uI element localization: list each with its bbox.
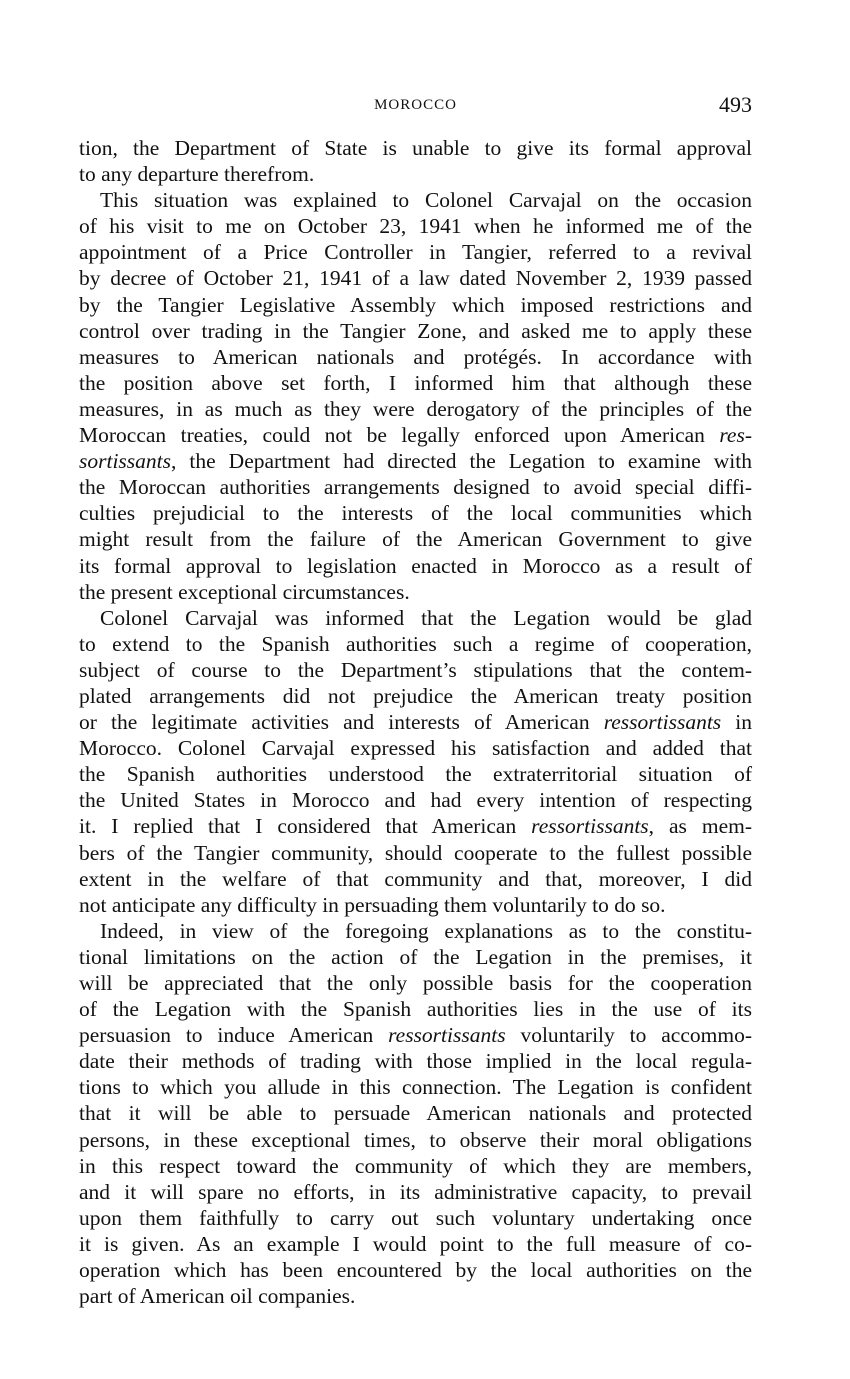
text-line bbox=[79, 1074, 752, 1100]
text-run: tion, the Department of State is unable to give its formal approval bbox=[79, 136, 752, 160]
italic-term: ressortissants bbox=[388, 1023, 506, 1048]
text-line bbox=[79, 1022, 752, 1048]
text-run: the position above set forth, I informed him that although these bbox=[79, 370, 752, 395]
text-run: upon them faithfully to carry out such voluntary undertaking once bbox=[79, 1205, 752, 1230]
text-run: in bbox=[721, 710, 752, 735]
text-run: measures, in as much as they were derogatory of the principles of the bbox=[79, 396, 752, 421]
text-run: culties prejudicial to the interests of the local communities which bbox=[79, 501, 752, 526]
text-line bbox=[79, 761, 752, 787]
text-run: date their methods of trading with those implied in the local regula- bbox=[79, 1049, 752, 1074]
text-line bbox=[79, 918, 752, 944]
italic-term: ressortissants bbox=[603, 710, 722, 735]
text-run: , the Department had directed the Legation to examine with bbox=[171, 449, 752, 474]
text-line bbox=[79, 553, 752, 579]
text-line bbox=[79, 239, 752, 265]
text-line bbox=[79, 1100, 752, 1126]
text-line bbox=[79, 709, 752, 735]
text-run: to any departure therefrom. bbox=[79, 162, 315, 187]
text-line bbox=[79, 161, 752, 187]
text-run: of his visit to me on October 23, 1941 when he informed me of the bbox=[79, 214, 752, 239]
text-line bbox=[79, 213, 752, 239]
text-run: extent in the welfare of that community and that, moreover, I did bbox=[79, 866, 752, 891]
text-line bbox=[79, 1048, 752, 1074]
text-run: might result from the failure of the American Government to give bbox=[79, 527, 752, 552]
text-run: plated arrangements did not prejudice the American treaty position bbox=[79, 683, 752, 708]
text-run: and it will spare no efforts, in its administrative capacity, to prevail bbox=[79, 1179, 752, 1204]
text-run: Moroccan treaties, could not be legally enforced upon American bbox=[79, 423, 720, 448]
body-text bbox=[79, 135, 752, 1309]
text-run: not anticipate any difficulty in persuading them voluntarily to do so. bbox=[79, 892, 666, 917]
text-run: the United States in Morocco and had every intention of respecting bbox=[79, 788, 752, 813]
page-header bbox=[79, 92, 752, 122]
text-run: tional limitations on the action of the Legation in the premises, it bbox=[79, 944, 752, 969]
text-line bbox=[79, 787, 752, 813]
text-run: of the Legation with the Spanish authorities lies in the use of its bbox=[79, 997, 752, 1022]
text-run: subject of course to the Department’s stipulations that the contem- bbox=[79, 657, 752, 682]
text-run: control over trading in the Tangier Zone, and asked me to apply these bbox=[79, 318, 752, 343]
text-line bbox=[79, 448, 752, 474]
text-run: to extend to the Spanish authorities such a regime of cooperation, bbox=[79, 631, 752, 656]
text-line bbox=[79, 683, 752, 709]
text-line bbox=[79, 970, 752, 996]
text-run: the Spanish authorities understood the extraterritorial situation of bbox=[79, 762, 752, 787]
text-run: Indeed, in view of the foregoing explanations as to the constitu- bbox=[100, 918, 752, 943]
text-run: by the Tangier Legislative Assembly which imposed restrictions and bbox=[79, 292, 752, 317]
text-run: appointment of a Price Controller in Tangier, referred to a revival bbox=[79, 240, 752, 265]
text-run: the present exceptional circumstances. bbox=[79, 579, 410, 604]
text-run: it. I replied that I considered that American bbox=[79, 814, 532, 839]
text-run: persuasion to induce American bbox=[79, 1023, 389, 1048]
text-run: voluntarily to accommo- bbox=[505, 1023, 752, 1048]
text-line bbox=[79, 422, 752, 448]
text-line bbox=[79, 526, 752, 552]
paragraph bbox=[79, 187, 752, 605]
text-run: bers of the Tangier community, should cooperate to the fullest possible bbox=[79, 840, 752, 865]
italic-term: ressortissants bbox=[531, 814, 649, 839]
text-run: will be appreciated that the only possible basis for the cooperation bbox=[79, 971, 752, 995]
text-line bbox=[79, 1257, 752, 1283]
text-line bbox=[79, 474, 752, 500]
text-line bbox=[79, 344, 752, 370]
paragraph bbox=[79, 605, 752, 918]
text-line bbox=[79, 1153, 752, 1179]
text-run: it is given. As an example I would point to the full measure of co- bbox=[79, 1231, 752, 1256]
text-run: that it will be able to persuade American nationals and protected bbox=[79, 1101, 752, 1126]
text-run: the Moroccan authorities arrangements designed to avoid special diffi- bbox=[79, 475, 752, 500]
text-line bbox=[79, 396, 752, 422]
text-line bbox=[79, 1205, 752, 1231]
text-line bbox=[79, 866, 752, 892]
text-run: persons, in these exceptional times, to observe their moral obligations bbox=[79, 1127, 752, 1152]
page-number: 493 bbox=[719, 92, 752, 117]
running-head: MOROCCO bbox=[374, 97, 457, 113]
italic-term: res- bbox=[719, 423, 752, 448]
text-line bbox=[79, 318, 752, 344]
text-run: Colonel Carvajal was informed that the Legation would be glad bbox=[100, 605, 752, 630]
paragraph bbox=[79, 135, 752, 187]
text-run: Morocco. Colonel Carvajal expressed his satisfaction and added that bbox=[79, 736, 752, 761]
text-line bbox=[79, 187, 752, 213]
text-run: or the legitimate activities and interests of American bbox=[79, 710, 604, 735]
text-line bbox=[79, 892, 752, 918]
text-line bbox=[79, 1127, 752, 1153]
text-line bbox=[79, 370, 752, 396]
text-line bbox=[79, 579, 752, 605]
text-line bbox=[79, 944, 752, 970]
text-run: This situation was explained to Colonel Carvajal on the occasion bbox=[100, 188, 752, 213]
text-line bbox=[79, 292, 752, 318]
italic-term: sortissants bbox=[79, 449, 172, 474]
text-line bbox=[79, 1231, 752, 1257]
text-run: , as mem- bbox=[648, 814, 753, 839]
paragraph bbox=[79, 918, 752, 1309]
text-line bbox=[79, 265, 752, 291]
text-run: in this respect toward the community of which they are members, bbox=[79, 1153, 752, 1178]
text-run: measures to American nationals and protégés. In accordance with bbox=[79, 344, 752, 369]
text-line bbox=[79, 840, 752, 866]
text-line bbox=[79, 605, 752, 631]
text-line bbox=[79, 813, 752, 839]
text-line bbox=[79, 657, 752, 683]
text-run: tions to which you allude in this connection. The Legation is confident bbox=[79, 1075, 752, 1100]
text-line bbox=[79, 631, 752, 657]
text-line bbox=[79, 1179, 752, 1205]
text-line bbox=[79, 1283, 752, 1309]
text-line bbox=[79, 500, 752, 526]
text-run: operation which has been encountered by the local authorities on the bbox=[79, 1258, 752, 1283]
text-line bbox=[79, 996, 752, 1022]
text-run: by decree of October 21, 1941 of a law dated November 2, 1939 passed bbox=[79, 266, 752, 291]
text-run: its formal approval to legislation enacted in Morocco as a result of bbox=[79, 553, 752, 578]
text-run: part of American oil companies. bbox=[79, 1284, 356, 1309]
text-line bbox=[79, 135, 752, 161]
text-line bbox=[79, 735, 752, 761]
